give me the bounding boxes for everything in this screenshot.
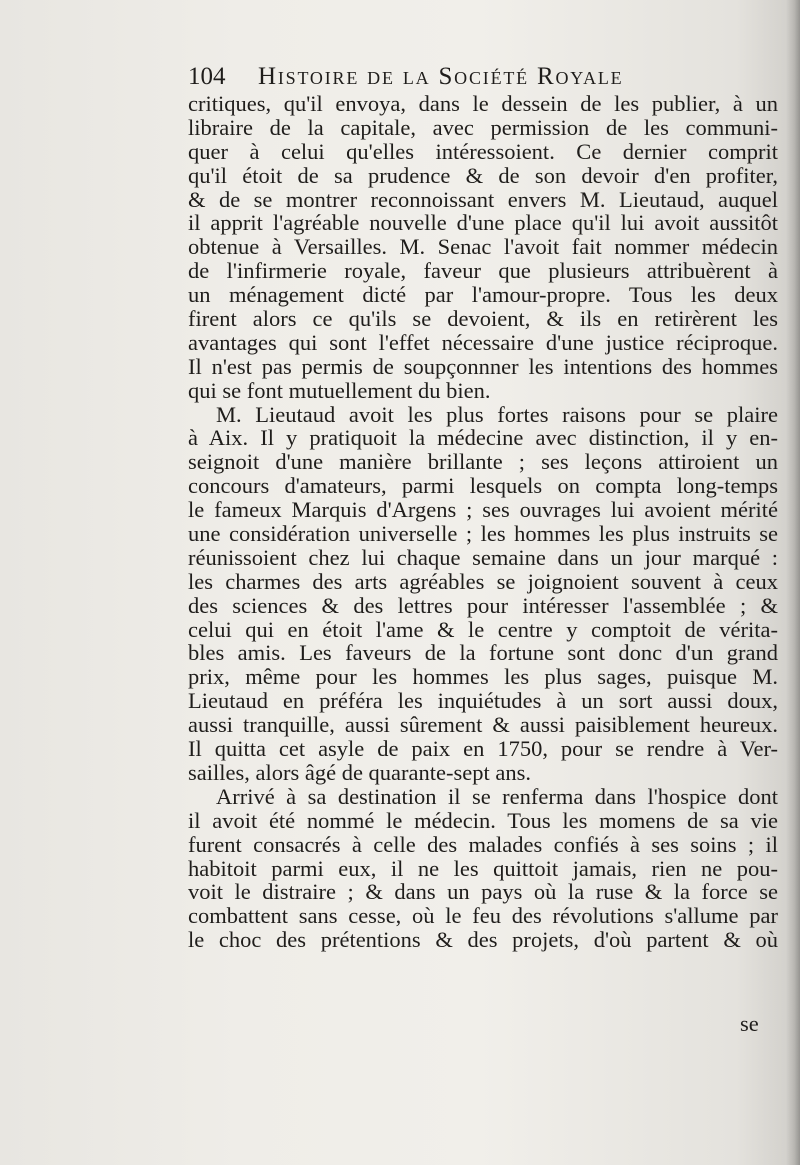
text-line: firent alors ce qu'ils se devoient, & ils en retirèrent les [188, 306, 778, 332]
text-line: Il n'est pas permis de soupçonnner les intentions des hommes [188, 353, 778, 379]
paragraph-last-line: qui se font mutuellement du bien. [188, 377, 491, 403]
page-header [188, 62, 778, 92]
text-line: habitoit parmi eux, il ne les quittoit jamais, rien ne pou- [188, 855, 778, 881]
paragraph-first-line: M. Lieutaud avoit les plus fortes raisons pour se plaire [216, 401, 778, 427]
text-line: quer à celui qu'elles intéressoient. Ce dernier comprit [188, 138, 778, 164]
text-line: les charmes des arts agréables se joignoient souvent à ceux [188, 568, 778, 594]
text-line: il apprit l'agréable nouvelle d'une place qu'il lui avoit aussitôt [188, 210, 778, 236]
text-line: aussi tranquille, aussi sûrement & aussi paisiblement heureux. [188, 712, 778, 738]
text-line: à Aix. Il y pratiquoit la médecine avec distinction, il y en- [188, 425, 778, 451]
paragraph-last-line: sailles, alors âgé de quarante-sept ans. [188, 759, 531, 785]
text-line: voit le distraire ; & dans un pays où la ruse & la force se [188, 879, 778, 905]
text-line: combattent sans cesse, où le feu des révolutions s'allume par [188, 903, 778, 929]
text-line: prix, même pour les hommes les plus sages, puisque M. [188, 664, 778, 690]
text-line: une considération universelle ; les hommes les plus instruits se [188, 521, 778, 547]
running-title: Histoire de la Société Royale [258, 63, 624, 90]
catchword: se [740, 1011, 759, 1036]
text-line: réunissoient chez lui chaque semaine dans un jour marqué : [188, 544, 778, 570]
text-line: obtenue à Versailles. M. Senac l'avoit fait nommer médecin [188, 234, 778, 260]
text-line: libraire de la capitale, avec permission de les communi- [188, 114, 778, 140]
text-line: le choc des prétentions & des projets, d'où partent & où [188, 927, 778, 953]
text-line: celui qui en étoit l'ame & le centre y comptoit de vérita- [188, 616, 778, 642]
text-line: critiques, qu'il envoya, dans le dessein de les publier, à un [188, 91, 778, 116]
page-number: 104 [188, 63, 226, 90]
text-line: des sciences & des lettres pour intéresser l'assemblée ; & [188, 592, 778, 618]
body-text [188, 92, 778, 952]
paragraph-first-line: Arrivé à sa destination il se renferma dans l'hospice dont [216, 783, 778, 809]
text-line: & de se montrer reconnoissant envers M. Lieutaud, auquel [188, 186, 778, 212]
text-line: Il quitta cet asyle de paix en 1750, pour se rendre à Ver- [188, 736, 778, 762]
text-line: seignoit d'une manière brillante ; ses leçons attiroient un [188, 449, 778, 475]
text-line: il avoit été nommé le médecin. Tous les momens de sa vie [188, 807, 778, 833]
text-line: le fameux Marquis d'Argens ; ses ouvrages lui avoient mérité [188, 497, 778, 523]
text-line: qu'il étoit de sa prudence & de son devoir d'en profiter, [188, 162, 778, 188]
text-line: un ménagement dicté par l'amour-propre. Tous les deux [188, 282, 778, 308]
text-line: bles amis. Les faveurs de la fortune sont donc d'un grand [188, 640, 778, 666]
text-line: Lieutaud en préféra les inquiétudes à un sort aussi doux, [188, 688, 778, 714]
text-line: concours d'amateurs, parmi lesquels on compta long-temps [188, 473, 778, 499]
text-line: avantages qui sont l'effet nécessaire d'une justice réciproque. [188, 329, 778, 355]
text-line: de l'infirmerie royale, faveur que plusieurs attribuèrent à [188, 258, 778, 284]
page-gutter-shadow [786, 0, 800, 1165]
text-line: furent consacrés à celle des malades confiés à ses soins ; il [188, 831, 778, 857]
